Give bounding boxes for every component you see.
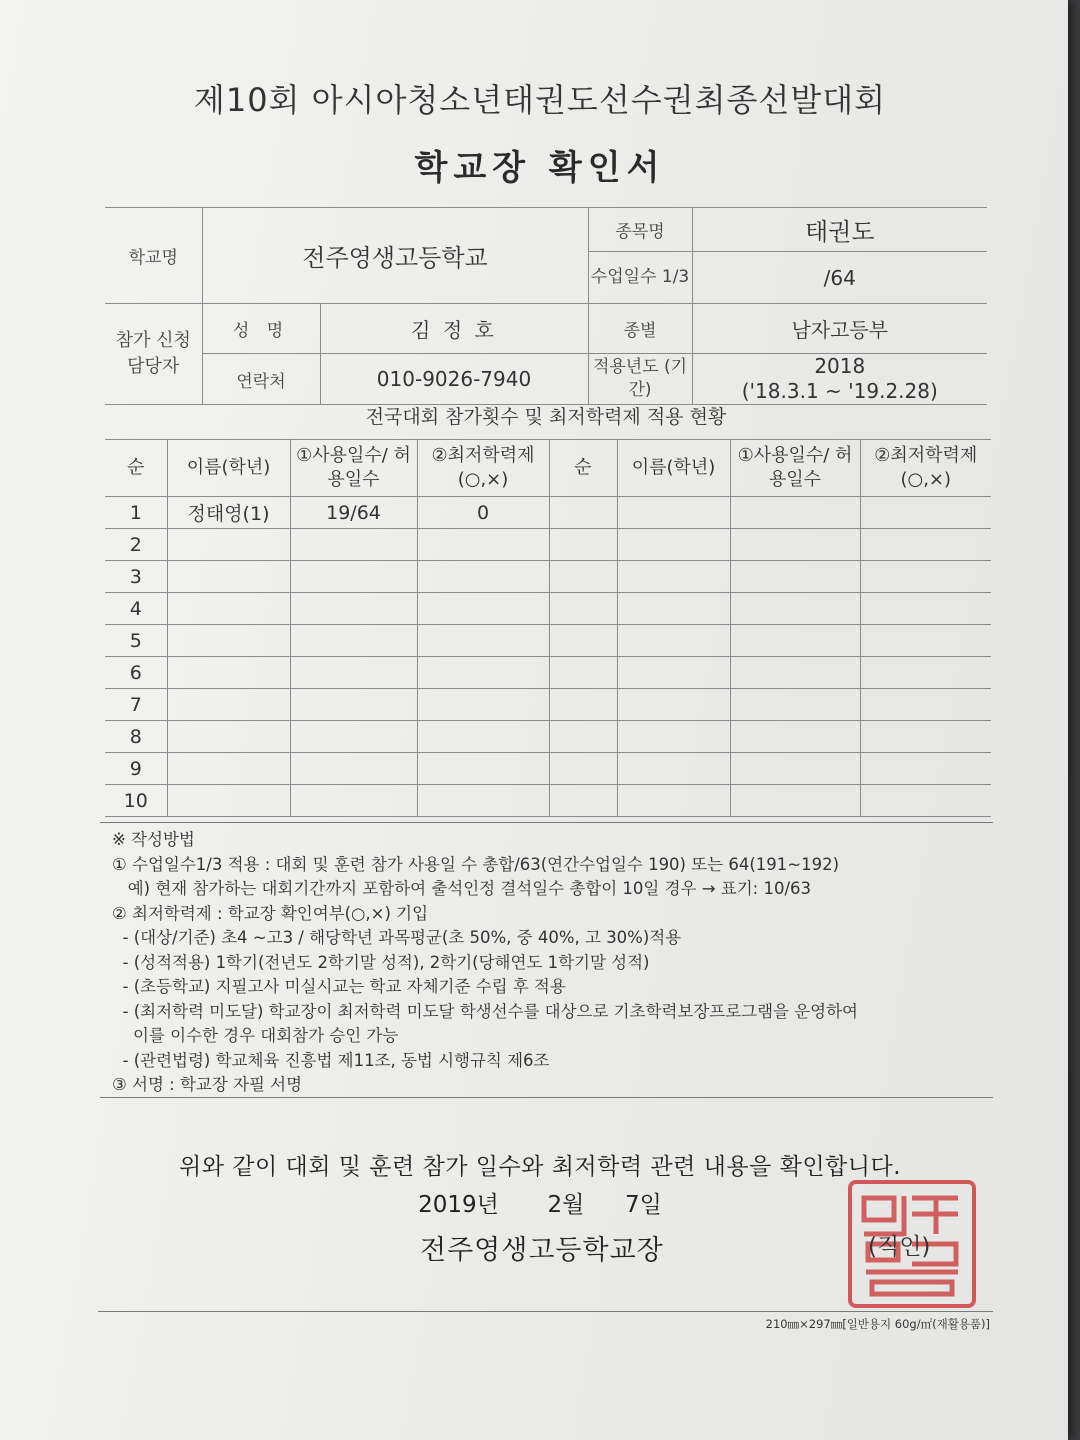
row-number: 1 — [105, 497, 167, 529]
status-table-header — [105, 440, 991, 497]
min-academic-right — [860, 657, 991, 689]
min-academic-right — [860, 497, 991, 529]
student-name — [167, 753, 290, 785]
min-academic-right — [860, 785, 991, 817]
header-cell: ②최저학력제 (○,×) — [860, 440, 991, 497]
min-academic: 0 — [417, 497, 549, 529]
min-academic — [417, 561, 549, 593]
info-table — [105, 207, 987, 405]
event-label: 종목명 — [588, 208, 692, 252]
event-value: 태권도 — [692, 208, 987, 252]
min-academic — [417, 689, 549, 721]
used-days-right — [730, 529, 860, 561]
date-year: 2019년 — [418, 1192, 499, 1218]
min-academic — [417, 657, 549, 689]
row-number: 3 — [105, 561, 167, 593]
table-row — [105, 753, 991, 785]
table-row — [105, 689, 991, 721]
row-number: 2 — [105, 529, 167, 561]
row-number-right — [549, 753, 617, 785]
category-label: 종별 — [588, 304, 692, 354]
min-academic — [417, 753, 549, 785]
status-table — [105, 439, 991, 817]
min-academic — [417, 785, 549, 817]
used-days-right — [730, 721, 860, 753]
min-academic-right — [860, 753, 991, 785]
contact-value: 010-9026-7940 — [320, 354, 588, 405]
student-name-right — [617, 657, 730, 689]
year-label: 적용년도 (기간) — [588, 354, 692, 405]
table-row — [105, 625, 991, 657]
table-row — [105, 497, 991, 529]
notes-section — [112, 828, 992, 1098]
used-days — [290, 689, 417, 721]
note-line: 예) 현재 참가하는 대회기간까지 포함하여 출석인정 결석일수 총합이 10일 경우 → 표기: 10/63 — [112, 879, 812, 898]
used-days — [290, 657, 417, 689]
used-days — [290, 721, 417, 753]
row-number-right — [549, 721, 617, 753]
row-number-right — [549, 689, 617, 721]
student-name-right — [617, 753, 730, 785]
year-cell — [692, 354, 987, 405]
used-days — [290, 753, 417, 785]
min-academic — [417, 593, 549, 625]
confirm-statement: 위와 같이 대회 및 훈련 참가 일수와 최저학력 관련 내용을 확인합니다. — [178, 1154, 902, 1180]
student-name-right — [617, 689, 730, 721]
note-line: ② 최저학력제 : 학교장 확인여부(○,×) 기입 — [112, 903, 429, 923]
document-title: 제10회 아시아청소년태권도선수권최종선발대회 — [193, 81, 887, 119]
student-name-right — [617, 625, 730, 657]
min-academic-right — [860, 721, 991, 753]
year-value: 2018 — [814, 354, 866, 378]
row-number-right — [549, 625, 617, 657]
period-value: ('18.3.1 ~ '19.2.28) — [741, 379, 938, 403]
header-cell: ②최저학력제 (○,×) — [417, 440, 549, 497]
student-name-right — [617, 497, 730, 529]
name-label: 성 명 — [202, 304, 320, 354]
student-name-right — [617, 785, 730, 817]
paper-spec-footer: 210㎜×297㎜[일반용지 60g/㎡(재활용품)] — [765, 1317, 990, 1331]
note-line: 이를 이수한 경우 대회참가 승인 가능 — [112, 1026, 399, 1045]
table-row — [105, 529, 991, 561]
header-cell: 이름(학년) — [617, 440, 730, 497]
days-value: /64 — [692, 252, 987, 304]
used-days — [290, 785, 417, 817]
note-line: ※ 작성방법 — [112, 830, 195, 849]
header-cell: 순 — [549, 440, 617, 497]
student-name-right — [617, 721, 730, 753]
min-academic-right — [860, 593, 991, 625]
min-academic-right — [860, 625, 991, 657]
used-days: 19/64 — [290, 497, 417, 529]
student-name-right — [617, 593, 730, 625]
used-days-right — [730, 753, 860, 785]
used-days-right — [730, 785, 860, 817]
min-academic — [417, 529, 549, 561]
note-line: ③ 서명 : 학교장 자필 서명 — [112, 1075, 303, 1094]
row-number-right — [549, 785, 617, 817]
student-name — [167, 593, 290, 625]
row-number-right — [549, 561, 617, 593]
min-academic-right — [860, 689, 991, 721]
school-label: 학교명 — [105, 208, 202, 304]
used-days-right — [730, 625, 860, 657]
table-row — [105, 593, 991, 625]
note-line: - (최저학력 미도달) 학교장이 최저학력 미도달 학생선수를 대상으로 기초학력보장프로그램을 운영하여 — [112, 1001, 858, 1021]
notes-top-divider — [100, 822, 993, 823]
student-name-right — [617, 561, 730, 593]
row-number-right — [549, 497, 617, 529]
used-days-right — [730, 497, 860, 529]
row-number-right — [549, 593, 617, 625]
note-line: - (관련법령) 학교체육 진흥법 제11조, 동법 시행규칙 제6조 — [112, 1050, 550, 1070]
name-value: 김 정 호 — [320, 304, 588, 354]
row-number: 8 — [105, 721, 167, 753]
note-line: - (초등학교) 지필고사 미실시교는 학교 자체기준 수립 후 적용 — [112, 977, 566, 996]
seal-label: (직인) — [868, 1234, 931, 1260]
used-days — [290, 625, 417, 657]
contact-label: 연락처 — [202, 354, 320, 405]
days-label: 수업일수 1/3 — [588, 252, 692, 304]
student-name-right — [617, 529, 730, 561]
student-name — [167, 625, 290, 657]
school-value: 전주영생고등학교 — [202, 208, 588, 304]
header-cell: 이름(학년) — [167, 440, 290, 497]
row-number: 7 — [105, 689, 167, 721]
student-name — [167, 785, 290, 817]
student-name — [167, 689, 290, 721]
row-number: 5 — [105, 625, 167, 657]
header-cell: ①사용일수/ 허용일수 — [730, 440, 860, 497]
note-line: ① 수업일수1/3 적용 : 대회 및 훈련 참가 사용일 수 총합/63(연간수업일수 190) 또는 64(191~192) — [112, 854, 840, 874]
table-row — [105, 785, 991, 817]
principal-title: 전주영생고등학교장 — [420, 1235, 664, 1266]
row-number: 9 — [105, 753, 167, 785]
row-number-right — [549, 529, 617, 561]
used-days — [290, 593, 417, 625]
min-academic — [417, 625, 549, 657]
document-subtitle: 학교장 확인서 — [414, 148, 666, 188]
used-days — [290, 561, 417, 593]
min-academic-right — [860, 529, 991, 561]
student-name — [167, 561, 290, 593]
row-number: 4 — [105, 593, 167, 625]
row-number-right — [549, 657, 617, 689]
header-cell: 순 — [105, 440, 167, 497]
student-name: 정태영(1) — [167, 497, 290, 529]
header-cell: ①사용일수/ 허용일수 — [290, 440, 417, 497]
status-table-title: 전국대회 참가횟수 및 최저학력제 적용 현황 — [365, 406, 727, 428]
category-value: 남자고등부 — [692, 304, 987, 354]
min-academic-right — [860, 561, 991, 593]
note-line: - (성적적용) 1학기(전년도 2학기말 성적), 2학기(당해연도 1학기말 성적) — [112, 952, 650, 972]
table-row — [105, 561, 991, 593]
date-month: 2월 — [547, 1192, 585, 1218]
used-days-right — [730, 561, 860, 593]
footer-divider — [98, 1311, 993, 1312]
date-day: 7일 — [625, 1192, 662, 1218]
table-row — [105, 721, 991, 753]
applicant-label: 참가 신청 담당자 — [105, 304, 202, 405]
row-number: 6 — [105, 657, 167, 689]
student-name — [167, 721, 290, 753]
student-name — [167, 529, 290, 561]
notes-bottom-divider — [100, 1097, 993, 1098]
min-academic — [417, 721, 549, 753]
student-name — [167, 657, 290, 689]
table-row — [105, 657, 991, 689]
row-number: 10 — [105, 785, 167, 817]
used-days-right — [730, 657, 860, 689]
used-days-right — [730, 593, 860, 625]
used-days-right — [730, 689, 860, 721]
note-line: - (대상/기준) 초4 ~고3 / 해당학년 과목평균(초 50%, 중 40%, 고 30%)적용 — [112, 928, 682, 947]
used-days — [290, 529, 417, 561]
